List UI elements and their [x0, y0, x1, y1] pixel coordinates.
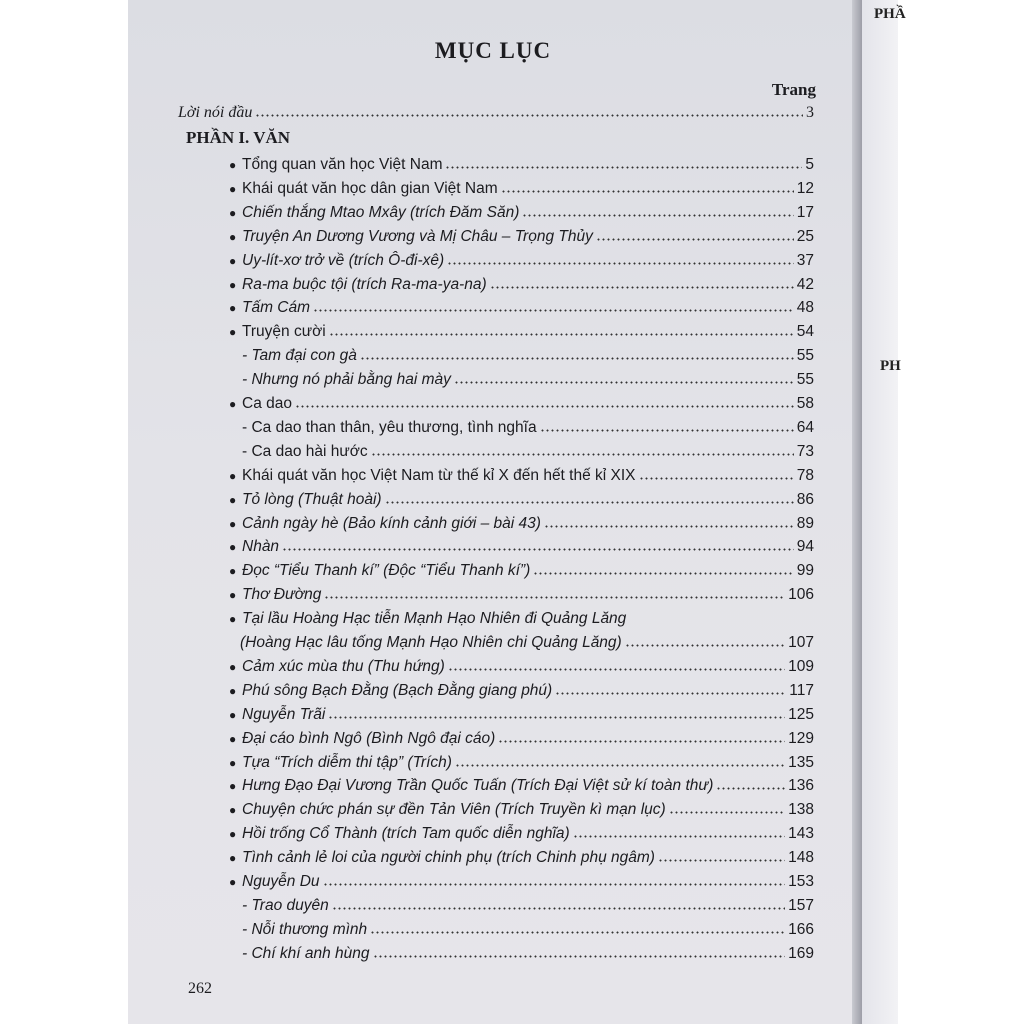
- toc-entry[interactable]: [229, 728, 814, 750]
- toc-entry[interactable]: [229, 226, 814, 248]
- bullet-icon: ●: [229, 492, 237, 507]
- toc-entry[interactable]: [229, 704, 814, 726]
- toc-entry[interactable]: [242, 369, 814, 391]
- leader-dots: [323, 872, 786, 886]
- toc-entry-page: 99: [796, 562, 814, 580]
- leader-dots: [313, 298, 794, 312]
- leader-dots: [455, 753, 785, 767]
- toc-entry-title: Ra-ma buộc tội (trích Ra-ma-ya-na): [242, 275, 487, 293]
- toc-entry-page: 54: [796, 323, 814, 341]
- book-spine-shadow: [852, 0, 862, 1024]
- page-title: MỤC LỤC: [434, 38, 552, 63]
- part-heading: PHẦN I. VĂN: [186, 128, 291, 147]
- bullet-icon: ●: [229, 253, 237, 268]
- leader-dots: [498, 729, 785, 743]
- toc-entry-title: Truyện cười: [242, 323, 326, 341]
- toc-entry-title: Tổng quan văn học Việt Nam: [242, 156, 443, 173]
- toc-entry-title: Tại lầu Hoàng Hạc tiễn Mạnh Hạo Nhiên đi Quảng Lăng: [242, 610, 627, 628]
- leader-dots: [332, 896, 785, 910]
- bullet-icon: ●: [229, 564, 237, 579]
- toc-entry[interactable]: [229, 752, 814, 774]
- bullet-icon: ●: [229, 755, 237, 770]
- toc-entry[interactable]: [242, 895, 814, 917]
- toc-entry-title: Cảm xúc mùa thu (Thu hứng): [242, 657, 445, 675]
- page-number: 262: [188, 980, 212, 997]
- toc-entry[interactable]: [242, 441, 814, 463]
- leader-dots: [716, 776, 785, 790]
- toc-entry[interactable]: [229, 823, 814, 845]
- toc-entry-page: 5: [805, 156, 814, 173]
- toc-entry-title: Đọc “Tiểu Thanh kí” (Độc “Tiểu Thanh kí”): [242, 562, 531, 580]
- toc-entry-title: Uy-lít-xơ trở về (trích Ô-đi-xê): [242, 251, 445, 269]
- leader-dots: [282, 537, 794, 551]
- toc-entry-page: 136: [788, 777, 814, 795]
- toc-entry[interactable]: [229, 274, 814, 296]
- bullet-icon: ●: [229, 659, 237, 674]
- toc-entry-page: 125: [788, 705, 814, 723]
- bullet-icon: ●: [229, 588, 237, 603]
- toc-entry[interactable]: [229, 608, 627, 630]
- leader-dots: [360, 346, 794, 360]
- toc-entry-title: Hưng Đạo Đại Vương Trần Quốc Tuấn (Trích Đại Việt sử kí toàn thư): [242, 777, 714, 795]
- leader-dots: [324, 585, 785, 599]
- bullet-icon: ●: [229, 875, 237, 889]
- toc-entry-title: Tựa “Trích diễm thi tập” (Trích): [242, 753, 452, 771]
- toc-entry[interactable]: [229, 154, 814, 176]
- toc-entry-page: 135: [788, 753, 814, 771]
- bullet-icon: ●: [229, 277, 237, 292]
- leader-dots: [295, 394, 794, 408]
- toc-entry-title: Ca dao: [242, 395, 292, 412]
- toc-entry-title: Hồi trống Cổ Thành (trích Tam quốc diễn nghĩa): [242, 825, 570, 843]
- toc-entry[interactable]: [229, 513, 814, 535]
- bullet-icon: ●: [229, 181, 237, 196]
- bullet-icon: ●: [229, 229, 237, 244]
- leader-dots: [658, 848, 785, 862]
- leader-dots: [490, 275, 794, 289]
- bullet-icon: ●: [229, 779, 237, 794]
- toc-entry[interactable]: [229, 799, 814, 821]
- toc-entry-title: - Nỗi thương mình: [242, 920, 368, 938]
- bullet-icon: ●: [229, 851, 237, 866]
- toc-entry-title: - Tam đại con gà: [242, 347, 357, 365]
- toc-entry-title: Cảnh ngày hè (Bảo kính cảnh giới – bài 43): [242, 514, 541, 532]
- toc-entry[interactable]: [229, 560, 814, 582]
- toc-entry-page: 12: [796, 179, 814, 197]
- toc-entry-title: Thơ Đường: [242, 586, 322, 604]
- toc-entry-title: Chuyện chức phán sự đền Tản Viên (Trích Truyền kì mạn lục): [242, 801, 666, 819]
- toc-entry[interactable]: [229, 656, 814, 678]
- bullet-icon: ●: [229, 612, 237, 627]
- toc-entry-title: Chiến thắng Mtao Mxây (trích Đăm Săn): [242, 203, 520, 221]
- toc-entry[interactable]: [229, 775, 814, 797]
- leader-dots: [328, 705, 785, 719]
- toc-entry-page: 42: [796, 275, 814, 293]
- bullet-icon: ●: [229, 540, 237, 555]
- toc-entry[interactable]: [229, 465, 814, 487]
- toc-entry-page: 94: [796, 538, 814, 556]
- bullet-icon: ●: [229, 707, 237, 722]
- toc-entry-page: 148: [788, 849, 814, 867]
- toc-entry-page: 55: [796, 347, 814, 365]
- toc-entry[interactable]: [229, 489, 814, 511]
- toc-entry-page: 129: [788, 729, 814, 747]
- toc-entry-page: 143: [788, 825, 814, 843]
- toc-entry-preface[interactable]: [178, 102, 814, 124]
- leader-dots: [669, 800, 785, 814]
- toc-entry[interactable]: [229, 321, 814, 343]
- bullet-icon: ●: [229, 731, 237, 746]
- leader-dots: [639, 466, 794, 480]
- leader-dots: [448, 657, 785, 671]
- leader-dots: [454, 370, 794, 384]
- toc-entry-page: 86: [796, 490, 814, 508]
- toc-entry-page: 138: [788, 801, 814, 819]
- bullet-icon: ●: [229, 205, 237, 220]
- toc-entry-page: 55: [796, 371, 814, 389]
- toc-entry[interactable]: [229, 202, 814, 224]
- toc-entry-page: 3: [806, 104, 814, 121]
- leader-dots: [625, 633, 785, 647]
- toc-entry-page: 37: [796, 251, 814, 269]
- adjacent-page-text-mid: PH: [880, 358, 901, 374]
- toc-entry-page: 107: [788, 634, 814, 651]
- leader-dots: [555, 681, 786, 695]
- toc-entry-title: Nhàn: [242, 538, 280, 556]
- adjacent-page-text-top: PHẦ: [874, 6, 906, 22]
- bullet-icon: ●: [229, 325, 237, 340]
- leader-dots: [544, 514, 794, 528]
- toc-entry[interactable]: [229, 536, 814, 558]
- leader-dots: [370, 920, 785, 934]
- toc-entry-page: 169: [788, 944, 814, 962]
- toc-entry-page: 153: [788, 873, 814, 890]
- toc-entry[interactable]: [229, 584, 814, 606]
- toc-entry[interactable]: [240, 632, 814, 654]
- toc-entry-title: Tấm Cám: [242, 299, 311, 317]
- toc-entry-title: Phú sông Bạch Đằng (Bạch Đằng giang phú): [242, 681, 553, 699]
- toc-entry-title: Truyện An Dương Vương và Mị Châu – Trọng Thủy: [242, 227, 593, 245]
- toc-entry[interactable]: [242, 345, 814, 367]
- toc-entry-page: 106: [788, 586, 814, 604]
- toc-entry-title: (Hoàng Hạc lâu tống Mạnh Hạo Nhiên chi Quảng Lăng): [240, 634, 622, 651]
- toc-entry[interactable]: [229, 178, 814, 200]
- toc-entry[interactable]: [229, 871, 814, 893]
- leader-dots: [371, 442, 794, 456]
- toc-entry-page: 166: [788, 920, 814, 938]
- leader-dots: [596, 227, 794, 241]
- leader-dots: [447, 251, 794, 265]
- bullet-icon: ●: [229, 301, 237, 316]
- bullet-icon: ●: [229, 827, 237, 842]
- leader-dots: [445, 155, 802, 169]
- toc-entry-page: 109: [788, 657, 814, 675]
- toc-entry-page: 117: [789, 681, 814, 699]
- toc-entry[interactable]: [229, 297, 814, 319]
- toc-entry-title: Khái quát văn học dân gian Việt Nam: [242, 179, 498, 197]
- toc-entry-title: Tỏ lòng (Thuật hoài): [242, 490, 382, 508]
- toc-entry-page: 89: [796, 514, 814, 532]
- bullet-icon: ●: [229, 468, 237, 483]
- toc-entry-page: 25: [796, 227, 814, 245]
- bullet-icon: ●: [229, 397, 237, 411]
- toc-entry-page: 17: [796, 203, 814, 221]
- toc-entry-title: Đại cáo bình Ngô (Bình Ngô đại cáo): [242, 729, 496, 747]
- toc-entry[interactable]: [229, 847, 814, 869]
- page-column-header: Trang: [771, 80, 816, 99]
- toc-entry-title: - Trao duyên: [242, 896, 329, 914]
- toc-entry-page: 48: [796, 299, 814, 317]
- toc-entry-title: Nguyễn Trãi: [242, 705, 326, 723]
- leader-dots: [373, 944, 786, 958]
- toc-entry[interactable]: [229, 393, 814, 415]
- toc-entry-title: - Ca dao hài hước: [242, 442, 368, 460]
- toc-entry[interactable]: [229, 680, 814, 702]
- leader-dots: [385, 490, 794, 504]
- toc-entry[interactable]: [242, 919, 814, 941]
- leader-dots: [533, 561, 793, 575]
- toc-entry-title: Lời nói đầu: [178, 104, 253, 121]
- toc-entry[interactable]: [229, 250, 814, 272]
- toc-entry-title: - Ca dao than thân, yêu thương, tình nghĩa: [242, 418, 537, 436]
- adjacent-page: [862, 0, 906, 1024]
- toc-entry[interactable]: [242, 417, 814, 439]
- leader-dots: [522, 203, 793, 217]
- toc-entry-title: Khái quát văn học Việt Nam từ thế kỉ X đến hết thế kỉ XIX: [242, 466, 636, 484]
- toc-entry-title: - Chí khí anh hùng: [242, 944, 370, 962]
- leader-dots: [255, 103, 803, 117]
- bullet-icon: ●: [229, 803, 237, 818]
- toc-entry-page: 64: [796, 418, 814, 436]
- bullet-icon: ●: [229, 158, 237, 172]
- bullet-icon: ●: [229, 683, 237, 698]
- toc-entry-page: 58: [796, 395, 814, 412]
- leader-dots: [329, 322, 794, 336]
- toc-entry-title: Tình cảnh lẻ loi của người chinh phụ (trích Chinh phụ ngâm): [242, 849, 655, 867]
- leader-dots: [501, 179, 794, 193]
- toc-entry-page: 157: [788, 896, 814, 914]
- toc-entry-page: 73: [796, 442, 814, 460]
- bullet-icon: ●: [229, 516, 237, 531]
- toc-entry-title: Nguyễn Du: [242, 873, 320, 890]
- toc-entry-title: - Nhưng nó phải bằng hai mày: [242, 371, 451, 389]
- leader-dots: [540, 418, 794, 432]
- leader-dots: [573, 824, 785, 838]
- toc-entry[interactable]: [242, 943, 814, 965]
- book-page: [128, 0, 858, 1024]
- toc-entry-page: 78: [796, 466, 814, 484]
